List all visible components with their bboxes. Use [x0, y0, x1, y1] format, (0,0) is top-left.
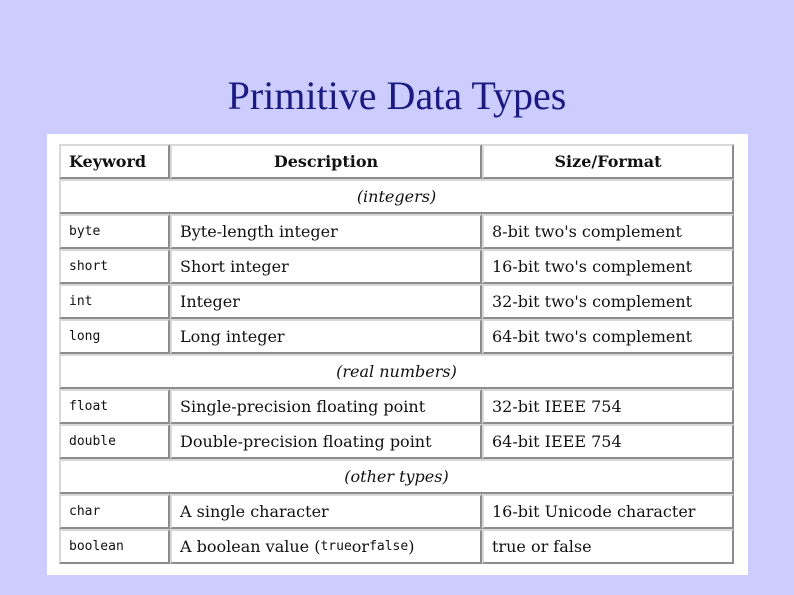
description-cell: Long integer	[170, 319, 482, 354]
keyword-cell: int	[59, 284, 170, 319]
keyword-cell: byte	[59, 214, 170, 249]
inline-code-true: true	[320, 539, 352, 554]
size-cell: 16-bit two's complement	[482, 249, 734, 284]
size-cell: 8-bit two's complement	[482, 214, 734, 249]
description-cell: Integer	[170, 284, 482, 319]
description-cell: A single character	[170, 494, 482, 529]
description-cell	[170, 529, 482, 564]
section-label-real-numbers: (real numbers)	[59, 354, 734, 389]
section-label-other-types: (other types)	[59, 459, 734, 494]
description-text: or	[351, 537, 370, 556]
header-description: Description	[170, 144, 482, 179]
inline-code-false: false	[369, 539, 409, 554]
size-cell: 32-bit two's complement	[482, 284, 734, 319]
keyword-cell: float	[59, 389, 170, 424]
data-types-table	[47, 134, 748, 575]
keyword-cell: double	[59, 424, 170, 459]
size-cell: 64-bit IEEE 754	[482, 424, 734, 459]
description-text: A boolean value (	[180, 537, 321, 556]
keyword-cell: long	[59, 319, 170, 354]
keyword-cell: char	[59, 494, 170, 529]
description-cell: Single-precision floating point	[170, 389, 482, 424]
description-cell: Double-precision floating point	[170, 424, 482, 459]
size-cell: 32-bit IEEE 754	[482, 389, 734, 424]
keyword-cell: boolean	[59, 529, 170, 564]
description-text: )	[408, 537, 415, 556]
size-cell: 16-bit Unicode character	[482, 494, 734, 529]
size-cell: 64-bit two's complement	[482, 319, 734, 354]
keyword-cell: short	[59, 249, 170, 284]
section-label-integers: (integers)	[59, 179, 734, 214]
header-size-format: Size/Format	[482, 144, 734, 179]
description-cell: Byte-length integer	[170, 214, 482, 249]
size-cell: true or false	[482, 529, 734, 564]
description-cell: Short integer	[170, 249, 482, 284]
header-keyword: Keyword	[59, 144, 170, 179]
slide-title: Primitive Data Types	[227, 73, 567, 118]
